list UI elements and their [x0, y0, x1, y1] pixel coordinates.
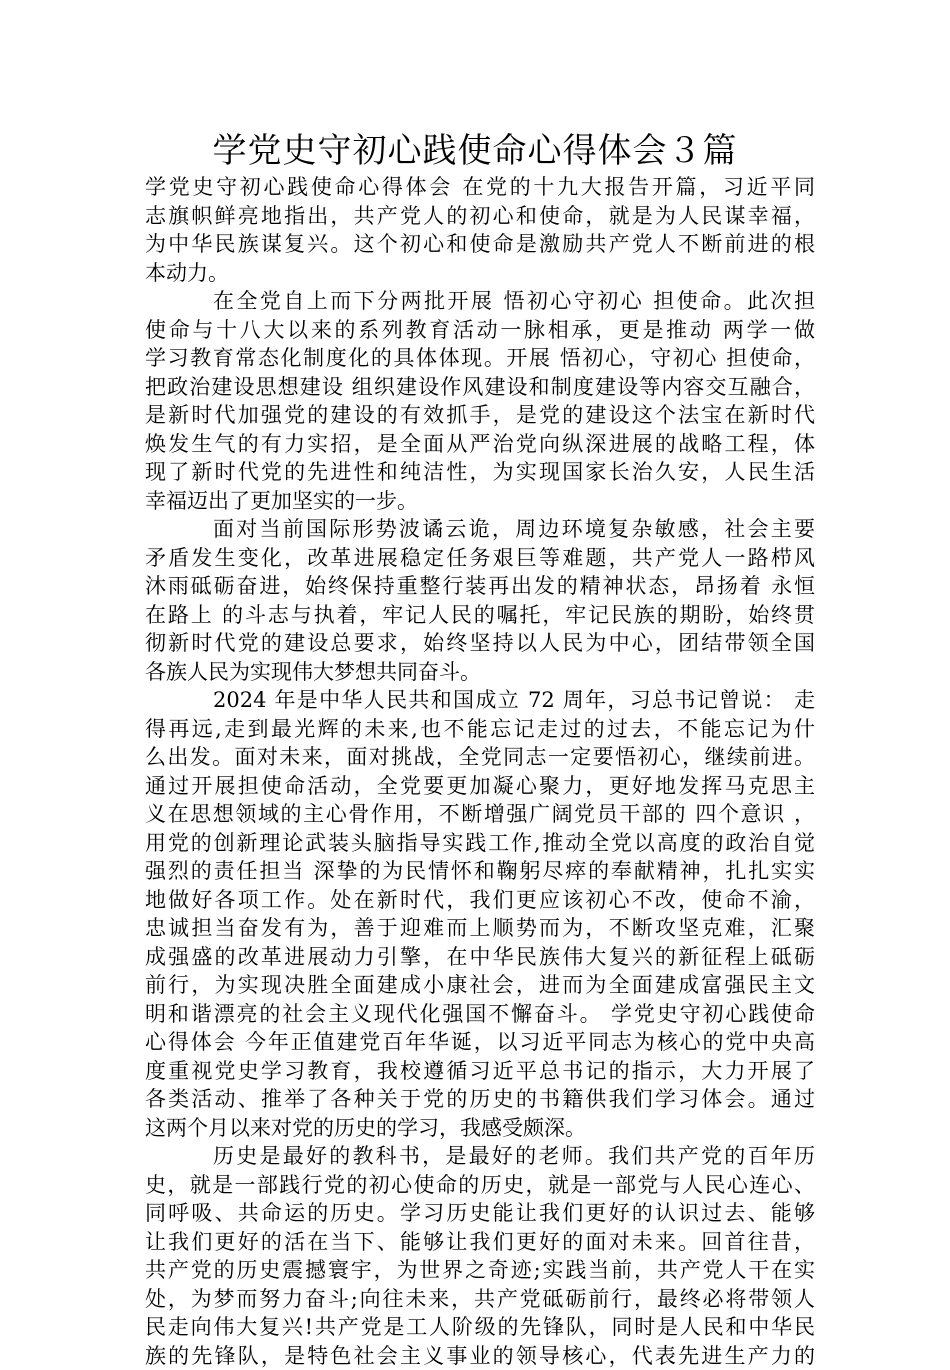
text-line: 学党史守初心践使命心得体会 在党的十九大报告开篇，习近平同 [145, 173, 815, 202]
text-line: 民走向伟大复兴!共产党是工人阶级的先锋队，同时是人民和中华民 [145, 1313, 815, 1342]
text-line: 么出发。面对未来，面对挑战，全党同志一定要悟初心，继续前进。 [145, 743, 815, 772]
text-line: 强烈的责任担当 深挚的为民情怀和鞠躬尽瘁的奉献精神，扎扎实实 [145, 857, 815, 886]
text-line: 把政治建设思想建设 组织建设作风建设和制度建设等内容交互融合， [145, 373, 815, 402]
text-line: 焕发生气的有力实招，是全面从严治党向纵深进展的战略工程，体 [145, 430, 815, 459]
text-line: 通过开展担使命活动，全党要更加凝心聚力，更好地发挥马克思主 [145, 772, 815, 801]
text-line: 在路上 的斗志与执着，牢记人民的嘱托，牢记民族的期盼，始终贯 [145, 601, 815, 630]
text-line: 各类活动、推举了各种关于党的历史的书籍供我们学习体会。通过 [145, 1085, 815, 1114]
text-line: 族的先锋队，是特色社会主义事业的领导核心，代表先进生产力的 [145, 1342, 815, 1370]
text-line: 得再远,走到最光辉的未来,也不能忘记走过的过去，不能忘记为什 [145, 715, 815, 744]
text-line: 用党的创新理论武装头脑指导实践工作,推动全党以高度的政治自觉 [145, 829, 815, 858]
text-line: 共产党的历史震撼寰宇，为世界之奇迹;实践当前，共产党人干在实 [145, 1256, 815, 1285]
text-line: 心得体会 今年正值建党百年华诞，以习近平同志为核心的党中央高 [145, 1028, 815, 1057]
document-body [145, 173, 815, 1370]
text-line: 是新时代加强党的建设的有效抓手，是党的建设这个法宝在新时代 [145, 401, 815, 430]
text-line: 前行，为实现决胜全面建成小康社会，进而为全面建成富强民主文 [145, 971, 815, 1000]
text-line: 忠诚担当奋发有为，善于迎难而上顺势而为，不断攻坚克难，汇聚 [145, 914, 815, 943]
text-line: 使命与十八大以来的系列教育活动一脉相承，更是推动 两学一做 [145, 316, 815, 345]
text-line: 现了新时代党的先进性和纯洁性，为实现国家长治久安，人民生活 [145, 458, 815, 487]
text-line: 各族人民为实现伟大梦想共同奋斗。 [145, 658, 815, 687]
text-line: 处，为梦而努力奋斗;向往未来，共产党砥砺前行，最终必将带领人 [145, 1285, 815, 1314]
text-line: 让我们更好的活在当下、能够让我们更好的面对未来。回首往昔， [145, 1228, 815, 1257]
text-line: 沐雨砥砺奋进，始终保持重整行装再出发的精神状态，昂扬着 永恒 [145, 572, 815, 601]
text-line: 学习教育常态化制度化的具体体现。开展 悟初心，守初心 担使命， [145, 344, 815, 373]
text-line: 史，就是一部践行党的初心使命的历史，就是一部党与人民心连心、 [145, 1171, 815, 1200]
text-line: 同呼吸、共命运的历史。学习历史能让我们更好的认识过去、能够 [145, 1199, 815, 1228]
text-line: 历史是最好的教科书，是最好的老师。我们共产党的百年历 [145, 1142, 815, 1171]
text-line: 矛盾发生变化，改革进展稳定任务艰巨等难题，共产党人一路栉风 [145, 544, 815, 573]
document-title: 学党史守初心践使命心得体会３篇 [0, 128, 950, 174]
text-line: 地做好各项工作。处在新时代，我们更应该初心不改，使命不渝， [145, 886, 815, 915]
text-line: 为中华民族谋复兴。这个初心和使命是激励共产党人不断前进的根 [145, 230, 815, 259]
text-line: 义在思想领域的主心骨作用，不断增强广阔党员干部的 四个意识 ， [145, 800, 815, 829]
text-line: 成强盛的改革进展动力引擎，在中华民族伟大复兴的新征程上砥砺 [145, 943, 815, 972]
text-line: 明和谐漂亮的社会主义现代化强国不懈奋斗。 学党史守初心践使命 [145, 1000, 815, 1029]
text-line: 本动力。 [145, 259, 815, 288]
text-line: 志旗帜鲜亮地指出，共产党人的初心和使命，就是为人民谋幸福， [145, 202, 815, 231]
text-line: 这两个月以来对党的历史的学习，我感受颇深。 [145, 1114, 815, 1143]
text-line: 面对当前国际形势波谲云诡，周边环境复杂敏感，社会主要 [145, 515, 815, 544]
text-line: 彻新时代党的建设总要求，始终坚持以人民为中心，团结带领全国 [145, 629, 815, 658]
text-line: 度重视党史学习教育，我校遵循习近平总书记的指示，大力开展了 [145, 1057, 815, 1086]
text-line: 幸福迈出了更加坚实的一步。 [145, 487, 815, 516]
text-line: 在全党自上而下分两批开展 悟初心守初心 担使命。此次担 [145, 287, 815, 316]
text-line: 2024 年是中华人民共和国成立 72 周年，习总书记曾说： 走 [145, 686, 815, 715]
